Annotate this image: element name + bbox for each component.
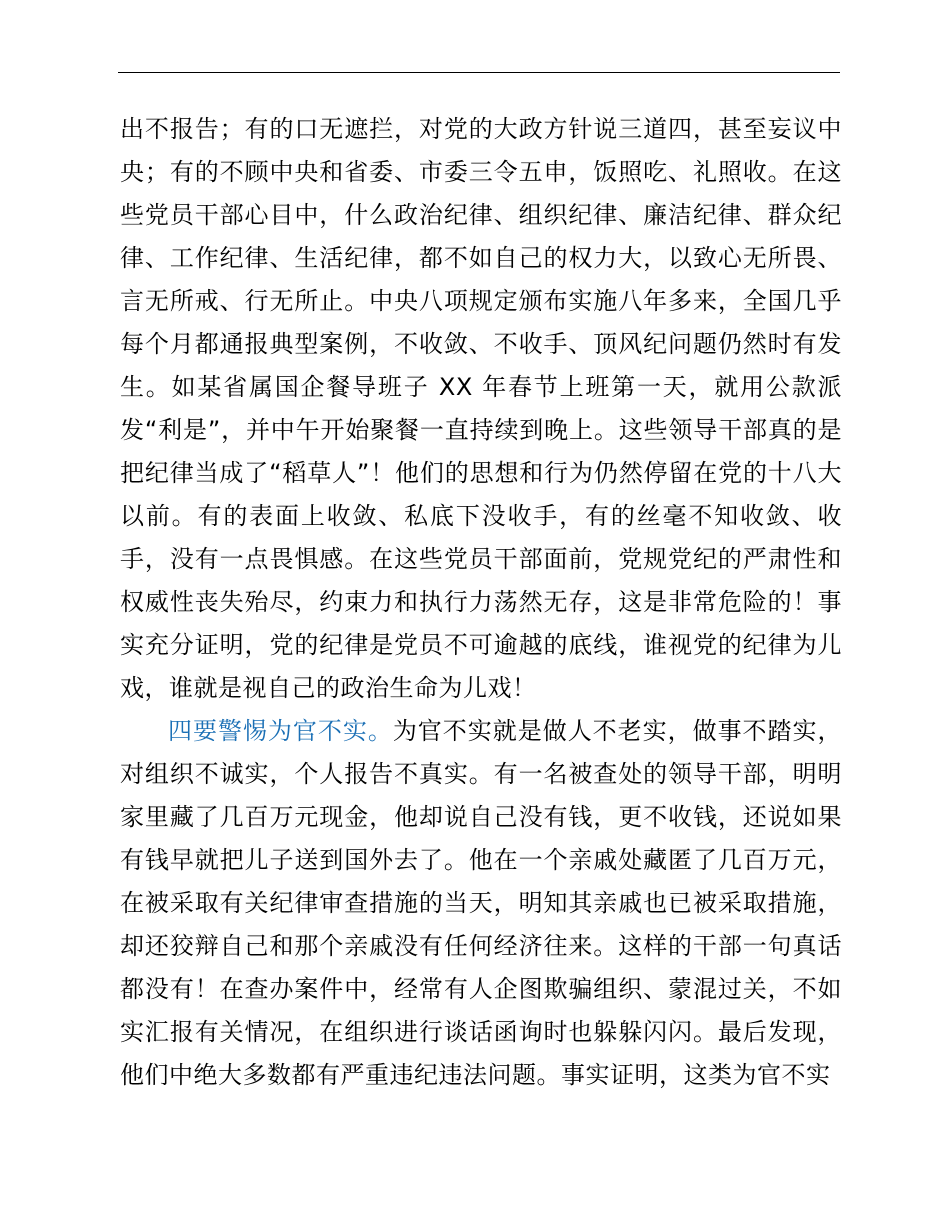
header-rule [118,72,840,73]
section-heading: 四要警惕为官不实。 [168,717,393,745]
paragraph-2 [120,710,842,1097]
paragraph-2-body: 为官不实就是做人不老实，做事不踏实，对组织不诚实，个人报告不真实。有一名被查处的领导干部，明明家里藏了几百万元现金，他却说自己没有钱，更不收钱，还说如果有钱早就把儿子送到国外去了。他在一个亲戚处藏匿了几百万元，在被采取有关纪律审查措施的当天，明知其亲戚也已被采取措施，却还狡辩自己和那个亲戚没有任何经济往来。这样的干部一句真话都没有！在查办案件中，经常有人企图欺骗组织、蒙混过关，不如实汇报有关情况，在组织进行谈话函询时也躲躲闪闪。最后发现，他们中绝大多数都有严重违纪违法问题。事实证明，这类为官不实 [120,717,842,1089]
paragraph-1: 出不报告；有的口无遮拦，对党的大政方针说三道四，甚至妄议中央；有的不顾中央和省委、市委三令五申，饭照吃、礼照收。在这些党员干部心目中，什么政治纪律、组织纪律、廉洁纪律、群众纪律、工作纪律、生活纪律，都不如自己的权力大，以致心无所畏、言无所戒、行无所止。中央八项规定颁布实施八年多来，全国几乎每个月都通报典型案例，不收敛、不收手、顶风纪问题仍然时有发生。如某省属国企餐导班子 XX 年春节上班第一天，就用公款派发“利是”，并中午开始聚餐一直持续到晚上。这些领导干部真的是把纪律当成了“稻草人”！他们的思想和行为仍然停留在党的十八大以前。有的表面上收敛、私底下没收手，有的丝毫不知收敛、收手，没有一点畏惧感。在这些党员干部面前，党规党纪的严肃性和权威性丧失殆尽，约束力和执行力荡然无存，这是非常危险的！事实充分证明，党的纪律是党员不可逾越的底线，谁视党的纪律为儿戏，谁就是视自己的政治生命为儿戏！ [120,115,842,702]
document-body [120,108,842,1097]
